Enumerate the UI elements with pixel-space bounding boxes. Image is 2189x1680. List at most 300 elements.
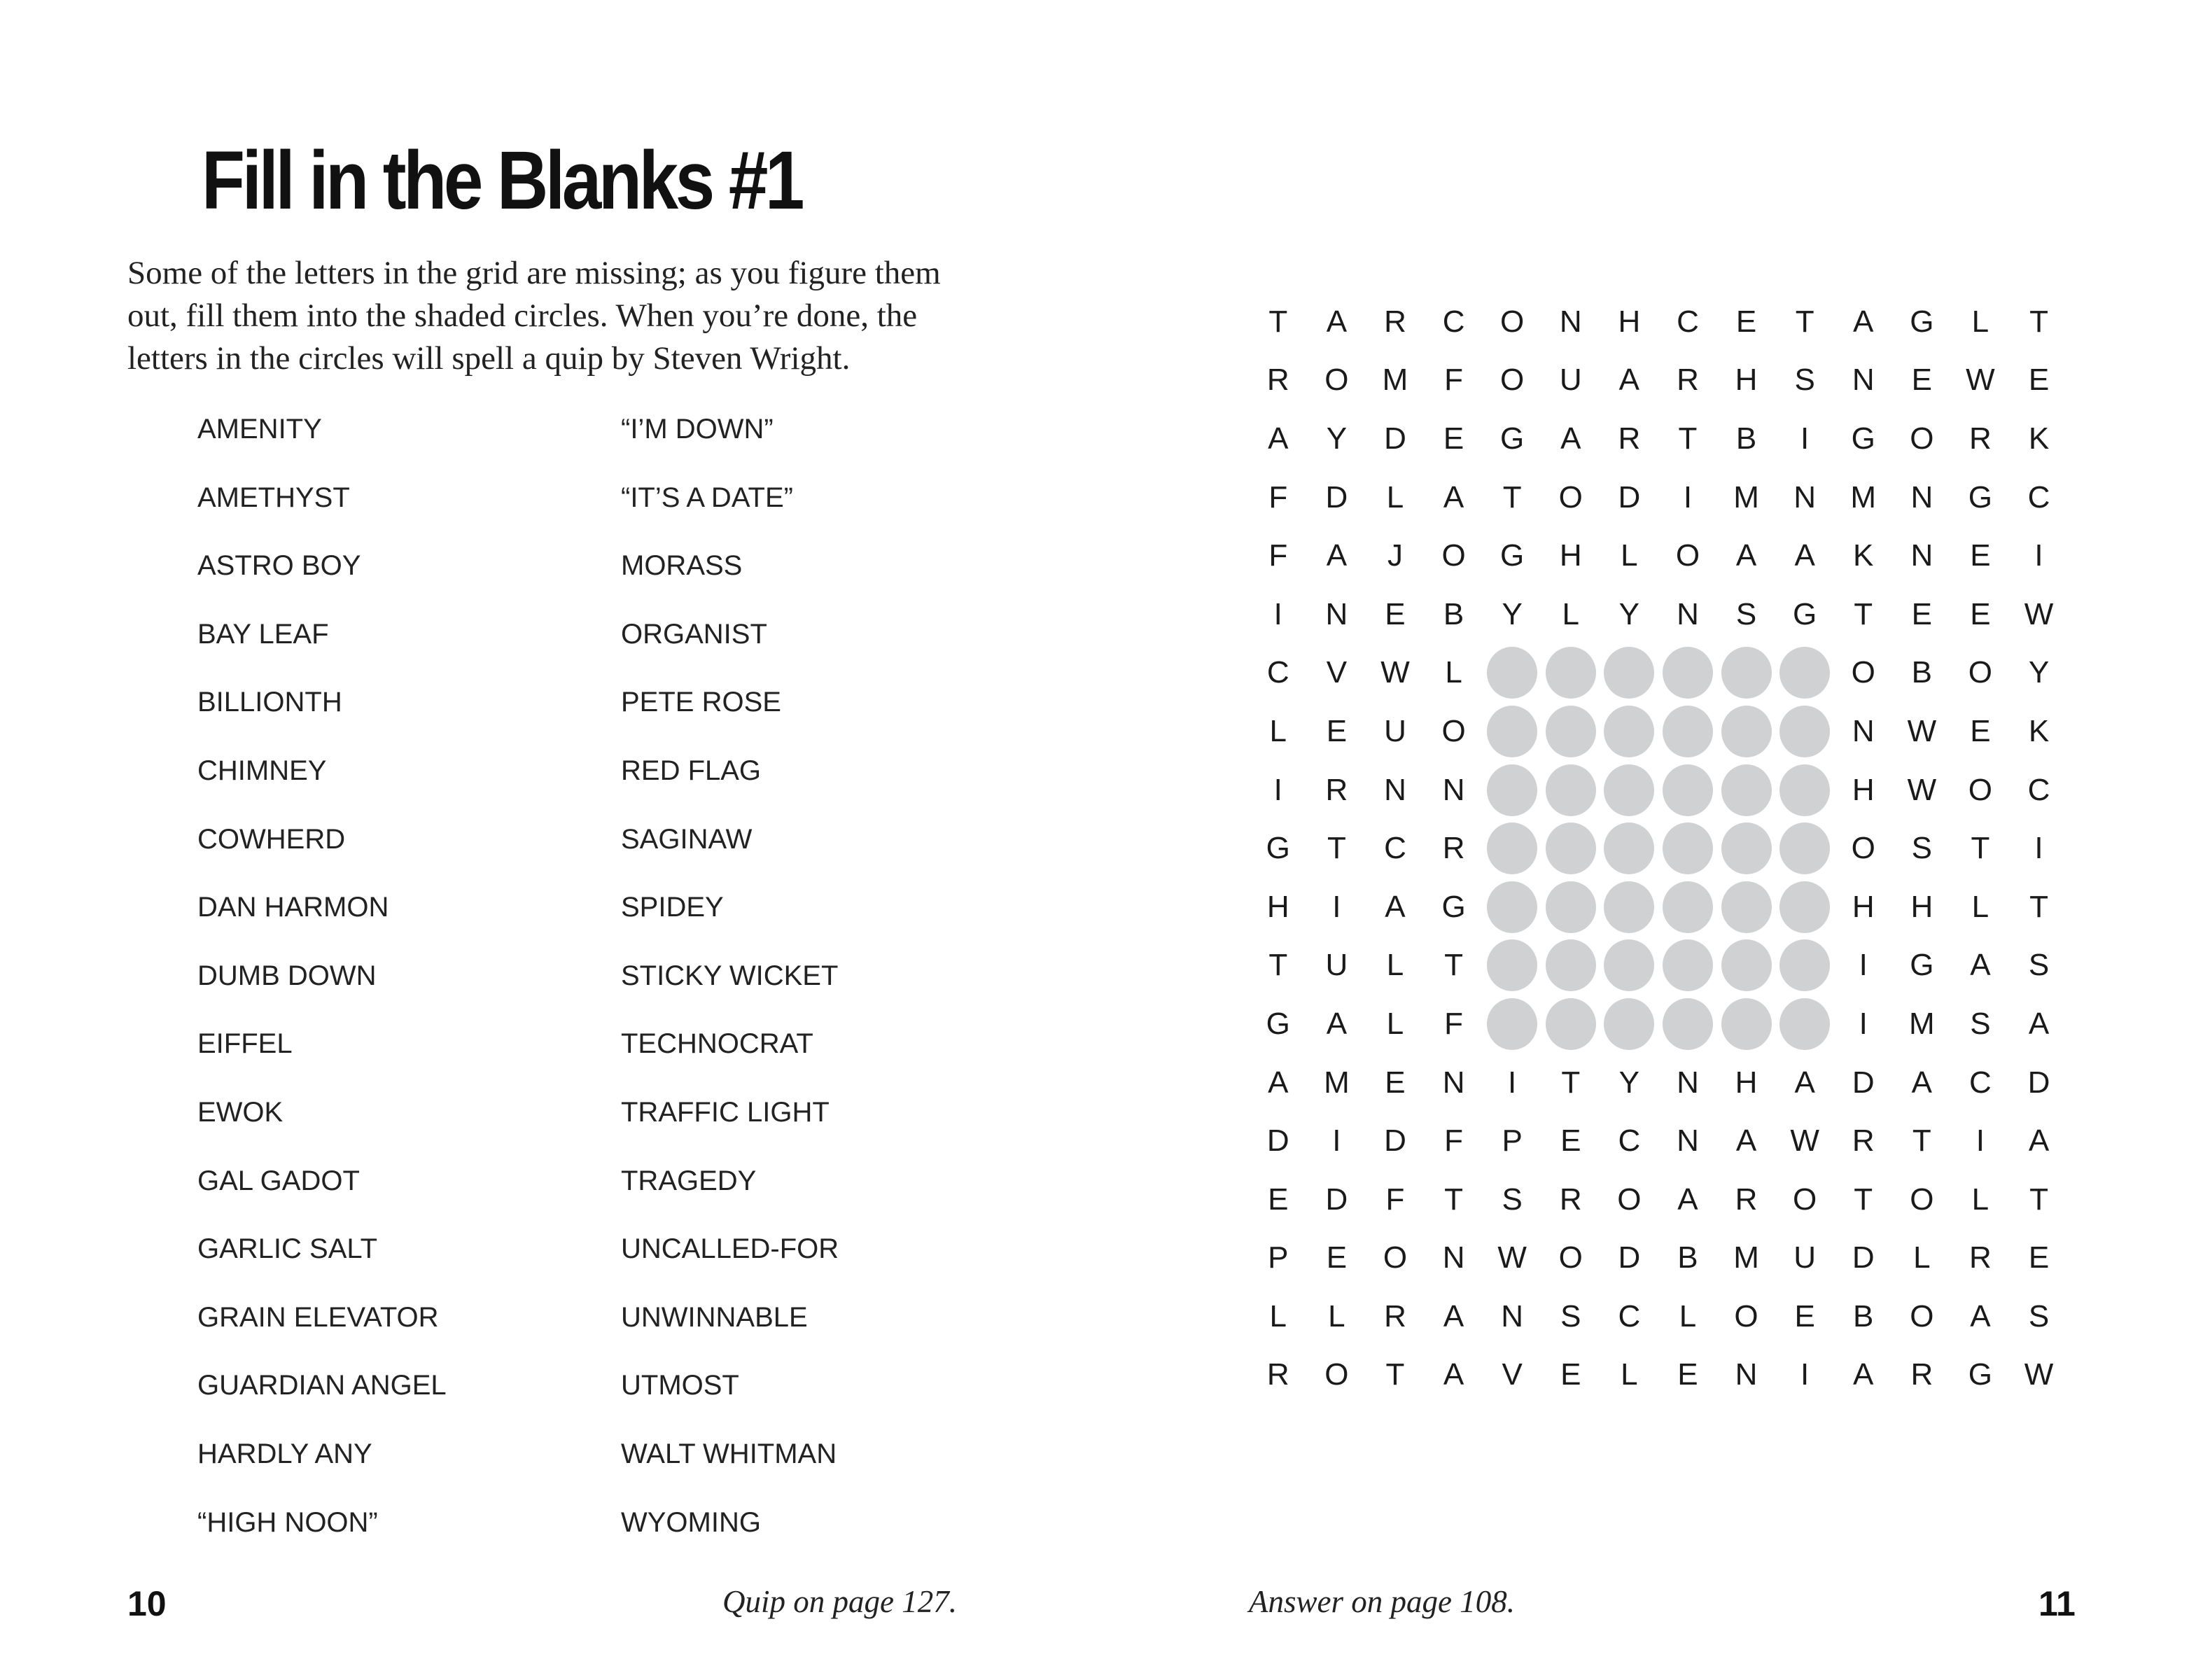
shaded-circle-icon <box>1546 764 1596 816</box>
grid-letter: R <box>1618 421 1641 456</box>
shaded-circle-icon <box>1721 881 1772 933</box>
grid-letter: F <box>1385 1182 1405 1217</box>
shaded-circle-icon <box>1546 706 1596 757</box>
grid-letter: Y <box>1618 596 1640 631</box>
grid-letter: T <box>1385 1357 1405 1392</box>
grid-letter: O <box>1441 538 1466 573</box>
grid-letter: E <box>1677 1357 1698 1392</box>
grid-letter: E <box>1970 596 1991 631</box>
shaded-circle-icon <box>1604 764 1654 816</box>
shaded-circle-icon <box>1487 881 1537 933</box>
grid-letter: Y <box>1618 1065 1640 1100</box>
grid-letter: A <box>1385 889 1406 924</box>
blank-circle-cell[interactable] <box>1775 644 1834 703</box>
grid-letter: E <box>1385 1065 1406 1100</box>
shaded-circle-icon <box>1779 998 1830 1050</box>
word-list-item: CHIMNEY <box>197 755 327 786</box>
grid-letter: A <box>1560 421 1581 456</box>
grid-letter: L <box>1386 1006 1404 1041</box>
shaded-circle-icon <box>1487 998 1537 1050</box>
grid-letter: N <box>1501 1298 1524 1334</box>
grid-letter: N <box>1442 1065 1465 1100</box>
grid-letter: R <box>1266 363 1289 398</box>
grid-letter: C <box>1969 1065 1992 1100</box>
grid-letter: N <box>1793 479 1817 514</box>
grid-letter: A <box>1677 1182 1698 1217</box>
grid-letter: C <box>1442 304 1465 339</box>
blank-circle-cell[interactable] <box>1483 702 1541 761</box>
shaded-circle-icon <box>1604 647 1654 699</box>
blank-circle-cell[interactable] <box>1541 702 1600 761</box>
grid-letter: L <box>1328 1298 1345 1334</box>
blank-circle-cell[interactable] <box>1541 819 1600 878</box>
blank-circle-cell[interactable] <box>1483 644 1541 703</box>
grid-letter: N <box>1559 304 1582 339</box>
grid-letter: N <box>1677 1065 1699 1100</box>
shaded-circle-icon <box>1663 939 1713 991</box>
shaded-circle-icon <box>1663 822 1713 874</box>
grid-row <box>1249 351 2068 410</box>
grid-letter: W <box>1907 713 1937 748</box>
word-list-item: UNWINNABLE <box>621 1301 808 1333</box>
blank-circle-cell[interactable] <box>1658 702 1717 761</box>
grid-letter: A <box>1853 304 1874 339</box>
left-page-number: 10 <box>127 1584 167 1623</box>
grid-letter: D <box>1325 1182 1348 1217</box>
grid-letter: E <box>1268 1182 1289 1217</box>
grid-letter: O <box>1383 1240 1408 1275</box>
grid-letter: T <box>1502 479 1522 514</box>
grid-letter: A <box>1911 1065 1932 1100</box>
grid-letter: T <box>1268 948 1288 983</box>
grid-letter: D <box>1266 1124 1289 1158</box>
grid-letter: W <box>2024 596 2054 631</box>
grid-letter: O <box>1734 1298 1758 1334</box>
grid-letter: N <box>1910 538 1933 573</box>
grid-letter: A <box>1618 363 1640 398</box>
grid-letter: M <box>1909 1006 1935 1041</box>
blank-circle-cell[interactable] <box>1717 761 1776 820</box>
shaded-circle-icon <box>1546 881 1596 933</box>
grid-letter: I <box>1332 1124 1341 1158</box>
grid-letter: D <box>1384 1124 1406 1158</box>
word-list-item: SPIDEY <box>621 892 724 923</box>
grid-letter: N <box>1384 772 1406 807</box>
word-list-column-2 <box>621 413 839 1574</box>
blank-circle-cell[interactable] <box>1775 878 1834 937</box>
grid-letter: C <box>1677 304 1699 339</box>
grid-letter: J <box>1387 538 1403 573</box>
grid-letter: W <box>2024 1357 2054 1392</box>
grid-letter: K <box>2028 421 2050 456</box>
shaded-circle-icon <box>1604 998 1654 1050</box>
word-list-item: HARDLY ANY <box>197 1438 372 1469</box>
grid-letter: R <box>1384 1298 1406 1334</box>
grid-letter: E <box>1560 1357 1581 1392</box>
grid-letter: R <box>1910 1357 1933 1392</box>
grid-letter: O <box>1441 713 1466 748</box>
grid-letter: G <box>1910 948 1934 983</box>
grid-letter: L <box>1269 713 1287 748</box>
grid-letter: S <box>1735 596 1757 631</box>
grid-letter: M <box>1733 1240 1759 1275</box>
grid-letter: O <box>1851 831 1875 866</box>
grid-letter: D <box>1852 1240 1875 1275</box>
grid-letter: N <box>1442 772 1465 807</box>
blank-circle-cell[interactable] <box>1717 702 1776 761</box>
grid-letter: E <box>1385 596 1406 631</box>
word-list-item: RED FLAG <box>621 755 762 786</box>
grid-letter: O <box>1675 538 1700 573</box>
grid-row <box>1249 293 2068 351</box>
blank-circle-cell[interactable] <box>1483 995 1541 1054</box>
grid-letter: O <box>1968 655 1993 690</box>
shaded-circle-icon <box>1779 647 1830 699</box>
word-list-item: MORASS <box>621 550 743 582</box>
grid-letter: U <box>1384 713 1406 748</box>
grid-letter: C <box>1618 1124 1641 1158</box>
grid-letter: H <box>1852 889 1875 924</box>
grid-row <box>1249 468 2068 527</box>
grid-row <box>1249 585 2068 644</box>
grid-letter: I <box>1859 1006 1868 1041</box>
grid-letter: T <box>1561 1065 1581 1100</box>
shaded-circle-icon <box>1663 764 1713 816</box>
grid-row <box>1249 644 2068 703</box>
blank-circle-cell[interactable] <box>1483 819 1541 878</box>
grid-letter: W <box>1380 655 1410 690</box>
grid-letter: H <box>1735 1065 1758 1100</box>
grid-letter: F <box>1268 538 1288 573</box>
shaded-circle-icon <box>1546 822 1596 874</box>
grid-letter: R <box>1266 1357 1289 1392</box>
answer-page-note: Answer on page 108. <box>1249 1584 1515 1619</box>
shaded-circle-icon <box>1779 939 1830 991</box>
word-list-item: DUMB DOWN <box>197 960 377 991</box>
grid-letter: M <box>1850 479 1877 514</box>
word-list-item: TECHNOCRAT <box>621 1028 813 1060</box>
grid-row <box>1249 761 2068 820</box>
grid-letter: K <box>1853 538 1874 573</box>
word-list-item: TRAFFIC LIGHT <box>621 1096 830 1128</box>
grid-letter: T <box>1444 1182 1464 1217</box>
shaded-circle-icon <box>1721 706 1772 757</box>
grid-letter: O <box>1910 1298 1934 1334</box>
grid-letter: L <box>1971 889 1989 924</box>
grid-letter: S <box>1502 1182 1523 1217</box>
shaded-circle-icon <box>1546 939 1596 991</box>
grid-letter: E <box>2028 1240 2050 1275</box>
grid-letter: T <box>1854 1182 1873 1217</box>
grid-letter: D <box>1384 421 1406 456</box>
grid-letter: Y <box>1326 421 1348 456</box>
word-search-grid <box>1249 293 2068 1404</box>
blank-circle-cell[interactable] <box>1775 819 1834 878</box>
grid-letter: A <box>1268 421 1289 456</box>
word-list-item: WALT WHITMAN <box>621 1438 837 1469</box>
grid-letter: A <box>1443 1298 1464 1334</box>
grid-letter: A <box>1853 1357 1874 1392</box>
grid-letter: B <box>1911 655 1932 690</box>
grid-letter: S <box>1560 1298 1581 1334</box>
blank-circle-cell[interactable] <box>1775 995 1834 1054</box>
grid-letter: N <box>1852 713 1875 748</box>
blank-circle-cell[interactable] <box>1541 878 1600 937</box>
grid-letter: G <box>1968 479 1993 514</box>
blank-circle-cell[interactable] <box>1717 644 1776 703</box>
grid-letter: L <box>1562 596 1579 631</box>
grid-letter: H <box>1618 304 1641 339</box>
grid-letter: L <box>1621 1357 1638 1392</box>
grid-letter: F <box>1444 363 1464 398</box>
grid-letter: V <box>1502 1357 1523 1392</box>
grid-letter: U <box>1559 363 1582 398</box>
grid-letter: G <box>1851 421 1875 456</box>
grid-letter: R <box>1384 304 1406 339</box>
grid-letter: S <box>1970 1006 1991 1041</box>
grid-letter: I <box>1859 948 1868 983</box>
grid-letter: N <box>1442 1240 1465 1275</box>
grid-row <box>1249 819 2068 878</box>
grid-letter: O <box>1968 772 1993 807</box>
word-list-item: PETE ROSE <box>621 687 781 718</box>
grid-letter: I <box>1273 772 1282 807</box>
grid-row <box>1249 1346 2068 1405</box>
grid-row <box>1249 410 2068 468</box>
shaded-circle-icon <box>1604 881 1654 933</box>
grid-letter: E <box>1326 1240 1348 1275</box>
grid-letter: I <box>1273 596 1282 631</box>
grid-letter: B <box>1677 1240 1698 1275</box>
grid-letter: A <box>1735 538 1757 573</box>
grid-letter: T <box>2029 889 2048 924</box>
grid-letter: A <box>1970 948 1991 983</box>
grid-letter: W <box>1907 772 1937 807</box>
grid-letter: W <box>1790 1124 1819 1158</box>
blank-circle-cell[interactable] <box>1600 937 1659 995</box>
grid-letter: L <box>1269 1298 1287 1334</box>
grid-row <box>1249 1112 2068 1170</box>
shaded-circle-icon <box>1663 706 1713 757</box>
word-list-item: COWHERD <box>197 823 346 855</box>
shaded-circle-icon <box>1779 706 1830 757</box>
grid-row <box>1249 1287 2068 1346</box>
grid-letter: L <box>1971 304 1989 339</box>
grid-letter: O <box>1324 1357 1349 1392</box>
shaded-circle-icon <box>1721 822 1772 874</box>
grid-letter: R <box>1559 1182 1582 1217</box>
grid-row <box>1249 1054 2068 1112</box>
shaded-circle-icon <box>1487 764 1537 816</box>
blank-circle-cell[interactable] <box>1483 761 1541 820</box>
shaded-circle-icon <box>1779 764 1830 816</box>
blank-circle-cell[interactable] <box>1658 878 1717 937</box>
grid-letter: O <box>1558 1240 1583 1275</box>
grid-row <box>1249 878 2068 937</box>
blank-circle-cell[interactable] <box>1600 761 1659 820</box>
word-list-item: AMENITY <box>197 414 322 444</box>
grid-letter: G <box>1500 538 1525 573</box>
grid-letter: I <box>1975 1124 1985 1158</box>
shaded-circle-icon <box>1487 647 1537 699</box>
grid-letter: N <box>1677 596 1699 631</box>
shaded-circle-icon <box>1721 998 1772 1050</box>
word-list-item: GUARDIAN ANGEL <box>197 1370 447 1401</box>
grid-letter: S <box>2028 948 2050 983</box>
quip-page-note: Quip on page 127. <box>722 1584 957 1619</box>
grid-letter: E <box>1911 596 1932 631</box>
grid-letter: O <box>1910 421 1934 456</box>
blank-circle-cell[interactable] <box>1658 995 1717 1054</box>
grid-letter: G <box>1441 889 1466 924</box>
grid-letter: I <box>1800 421 1810 456</box>
grid-letter: G <box>1968 1357 1993 1392</box>
blank-circle-cell[interactable] <box>1717 937 1776 995</box>
puzzle-title: Fill in the Blanks #1 <box>202 134 802 227</box>
grid-letter: A <box>1326 538 1348 573</box>
blank-circle-cell[interactable] <box>1483 937 1541 995</box>
blank-circle-cell[interactable] <box>1541 995 1600 1054</box>
grid-letter: C <box>1266 655 1289 690</box>
grid-letter: W <box>1966 363 1995 398</box>
grid-letter: E <box>1560 1124 1581 1158</box>
word-list-item: ORGANIST <box>621 618 767 650</box>
grid-letter: Y <box>2028 655 2050 690</box>
grid-letter: O <box>1500 363 1525 398</box>
blank-circle-cell[interactable] <box>1658 761 1717 820</box>
grid-letter: G <box>1793 596 1817 631</box>
blank-circle-cell[interactable] <box>1775 937 1834 995</box>
grid-letter: A <box>1268 1065 1289 1100</box>
grid-letter: H <box>1559 538 1582 573</box>
shaded-circle-icon <box>1604 822 1654 874</box>
right-page-number: 11 <box>2038 1584 2076 1623</box>
grid-letter: G <box>1500 421 1525 456</box>
blank-circle-cell[interactable] <box>1541 937 1600 995</box>
blank-circle-cell[interactable] <box>1717 995 1776 1054</box>
grid-letter: E <box>1970 538 1991 573</box>
word-list-item: EIFFEL <box>197 1028 293 1060</box>
grid-letter: T <box>1327 831 1346 866</box>
grid-letter: L <box>1971 1182 1989 1217</box>
grid-letter: F <box>1444 1006 1464 1041</box>
blank-circle-cell[interactable] <box>1717 878 1776 937</box>
grid-letter: B <box>1735 421 1757 456</box>
grid-row <box>1249 1229 2068 1288</box>
grid-letter: I <box>1508 1065 1517 1100</box>
grid-letter: C <box>1384 831 1406 866</box>
grid-letter: G <box>1266 1006 1290 1041</box>
blank-circle-cell[interactable] <box>1541 761 1600 820</box>
grid-letter: L <box>1386 948 1404 983</box>
word-list-item: EWOK <box>197 1096 284 1128</box>
blank-circle-cell[interactable] <box>1600 702 1659 761</box>
grid-letter: A <box>2028 1124 2050 1158</box>
grid-letter: C <box>1618 1298 1641 1334</box>
grid-letter: T <box>1444 948 1464 983</box>
grid-letter: R <box>1735 1182 1758 1217</box>
grid-letter: H <box>1910 889 1933 924</box>
word-list-item: GRAIN ELEVATOR <box>197 1301 439 1333</box>
word-list-column-1 <box>197 413 447 1574</box>
shaded-circle-icon <box>1546 647 1596 699</box>
grid-letter: E <box>1794 1298 1815 1334</box>
grid-letter: L <box>1445 655 1462 690</box>
blank-circle-cell[interactable] <box>1600 819 1659 878</box>
grid-letter: O <box>1910 1182 1934 1217</box>
grid-letter: K <box>2028 713 2050 748</box>
word-list-item: DAN HARMON <box>197 892 389 923</box>
shaded-circle-icon <box>1546 998 1596 1050</box>
blank-circle-cell[interactable] <box>1600 878 1659 937</box>
grid-letter: N <box>1325 596 1348 631</box>
word-list-item: UNCALLED-FOR <box>621 1233 839 1265</box>
word-list-item: “I’M DOWN” <box>621 414 774 444</box>
shaded-circle-icon <box>1604 706 1654 757</box>
grid-letter: A <box>2028 1006 2050 1041</box>
blank-circle-cell[interactable] <box>1658 819 1717 878</box>
grid-letter: R <box>1442 831 1465 866</box>
shaded-circle-icon <box>1721 647 1772 699</box>
word-list-item: BILLIONTH <box>197 687 342 718</box>
blank-circle-cell[interactable] <box>1483 878 1541 937</box>
grid-letter: A <box>1970 1298 1991 1334</box>
word-list-item: “HIGH NOON” <box>197 1506 378 1538</box>
blank-circle-cell[interactable] <box>1717 819 1776 878</box>
shaded-circle-icon <box>1663 647 1713 699</box>
shaded-circle-icon <box>1663 998 1713 1050</box>
blank-circle-cell[interactable] <box>1600 644 1659 703</box>
grid-letter: T <box>2029 304 2048 339</box>
grid-letter: I <box>1332 889 1341 924</box>
grid-letter: F <box>1268 479 1288 514</box>
blank-circle-cell[interactable] <box>1775 702 1834 761</box>
grid-letter: A <box>1794 538 1815 573</box>
grid-letter: P <box>1268 1240 1289 1275</box>
word-list-item: SAGINAW <box>621 823 753 855</box>
grid-letter: H <box>1266 889 1289 924</box>
shaded-circle-icon <box>1721 939 1772 991</box>
grid-letter: C <box>2027 772 2050 807</box>
blank-circle-cell[interactable] <box>1775 761 1834 820</box>
word-list-item: ASTRO BOY <box>197 550 361 582</box>
shaded-circle-icon <box>1487 822 1537 874</box>
blank-circle-cell[interactable] <box>1600 995 1659 1054</box>
shaded-circle-icon <box>1604 939 1654 991</box>
grid-letter: R <box>1852 1124 1875 1158</box>
grid-letter: A <box>1735 1124 1757 1158</box>
grid-letter: T <box>1854 596 1873 631</box>
grid-letter: E <box>2028 363 2050 398</box>
grid-letter: B <box>1443 596 1464 631</box>
blank-circle-cell[interactable] <box>1541 644 1600 703</box>
grid-letter: N <box>1735 1357 1758 1392</box>
grid-letter: A <box>1326 304 1348 339</box>
word-list-item: WYOMING <box>621 1506 761 1538</box>
grid-letter: O <box>1793 1182 1817 1217</box>
grid-letter: I <box>1800 1357 1810 1392</box>
grid-row <box>1249 702 2068 761</box>
grid-letter: G <box>1910 304 1934 339</box>
grid-letter: T <box>2029 1182 2048 1217</box>
grid-letter: O <box>1558 479 1583 514</box>
shaded-circle-icon <box>1663 881 1713 933</box>
word-list-item: BAY LEAF <box>197 618 329 650</box>
blank-circle-cell[interactable] <box>1658 937 1717 995</box>
blank-circle-cell[interactable] <box>1658 644 1717 703</box>
grid-letter: L <box>1621 538 1638 573</box>
grid-letter: I <box>2034 538 2043 573</box>
